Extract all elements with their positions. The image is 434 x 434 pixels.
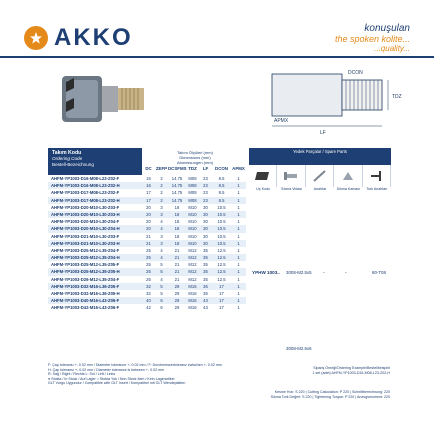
ordering-code: AHFM-YP1003-D25-M12-L35-Z04-H — [51, 255, 120, 261]
spare-label: Tork Anahtarı — [366, 187, 388, 191]
table-row — [142, 218, 246, 225]
torque-key-icon — [363, 165, 391, 187]
table-row — [48, 304, 142, 311]
cell-tdz: M10 — [188, 219, 197, 225]
cell-apmx: 1 — [237, 190, 240, 196]
ordering-code: AHFM-YP1003-D21-M10-L30-Z03-H — [51, 240, 120, 246]
cell-tdz: M08 — [188, 190, 197, 196]
cell-zefp: 2 — [160, 190, 163, 196]
dimensions-header: Takım Ölçüleri (mm) Dimensions (mm) Abmessungen (mm) — [176, 150, 213, 165]
table-row — [48, 233, 142, 240]
ordering-code: AHFM-YP1003-D26-M12-L35-Z04-F — [51, 276, 120, 282]
cell-zefp: 3 — [160, 204, 163, 210]
cell-apmx: 1 — [237, 211, 240, 217]
cell-zefp: 2 — [160, 176, 163, 181]
cell-dc: 25 — [146, 262, 151, 268]
screw-code-b: 3008-M2.5x6 — [286, 346, 312, 351]
spare-parts-header: Yedek Parçalar / Spare Parts — [249, 148, 391, 165]
cell-dcon: 10.5 — [217, 240, 226, 246]
cell-dcsfms: 21 — [174, 262, 180, 268]
cell-dc: 20 — [146, 226, 151, 232]
cell-dcon: 10.5 — [217, 211, 226, 217]
insert-code: YPHW 1003.. — [252, 270, 280, 275]
cell-lf: 30 — [203, 233, 208, 239]
ordering-code: AHFM-YP1003-D32-M16-L36-Z05-H — [51, 291, 120, 296]
technical-drawing — [270, 64, 420, 149]
cell-dcsfms: 18 — [174, 211, 180, 217]
cell-dc: 25 — [146, 247, 151, 253]
cell-dcsfms: 18 — [174, 233, 180, 239]
cell-dcon: 12.5 — [217, 247, 226, 253]
cell-dcsfms: 29 — [174, 305, 180, 311]
column-label-dcon: DCON — [215, 166, 228, 171]
cell-dc: 21 — [146, 240, 151, 246]
cell-dcon: 10.5 — [217, 219, 226, 225]
cell-dcsfms: 29 — [174, 291, 180, 296]
cell-apmx: 1 — [237, 291, 240, 296]
table-row — [48, 283, 142, 290]
table-row — [48, 254, 142, 261]
cell-zefp: 4 — [160, 247, 163, 253]
cell-dc: 25 — [146, 255, 151, 261]
cell-lf: 23 — [203, 183, 208, 189]
cell-dcon: 8.5 — [218, 197, 225, 203]
cell-zefp: 3 — [160, 233, 163, 239]
table-row — [142, 197, 246, 204]
cell-dcsfms: 14.75 — [171, 176, 183, 181]
table-row — [142, 276, 246, 283]
cell-lf: 43 — [203, 305, 208, 311]
cell-zefp: 5 — [160, 262, 163, 268]
ordering-code: AHFM-YP1003-D20-M10-L30-Z03-F — [51, 204, 120, 210]
table-row — [142, 182, 246, 189]
ordering-code: AHFM-YP1003-D25-M12-L35-Z05-F — [51, 262, 120, 268]
cell-tdz: M12 — [188, 255, 197, 261]
cell-apmx: 1 — [237, 269, 240, 275]
table-row — [48, 225, 142, 232]
ordering-code: AHFM-YP1003-D40-M16-L43-Z06-F — [51, 298, 120, 304]
cell-zefp: 3 — [160, 240, 163, 246]
table-row — [48, 276, 142, 283]
cell-apmx: 1 — [237, 276, 240, 282]
cell-dcsfms: 14.75 — [171, 197, 183, 203]
cell-dcsfms: 18 — [174, 240, 180, 246]
cell-zefp: 5 — [160, 291, 163, 296]
cutting-info: Kesme Hızı: S 220 | Cutting Calculation: P 220 | Schnittberechnung: 220 Sıkma Tork Değeri: S 220 | Tightening Torque: P 220 | Anzugsmoment: 220 — [270, 390, 390, 399]
cell-dcsfms: 21 — [174, 276, 180, 282]
cell-tdz: M16 — [188, 283, 197, 289]
ordering-example: Sipariş Örneği/Ordering Example/Bestellbeispiel 1 set (adet) AHFM-YP1003-D16-M08-L23-Z02-H — [312, 366, 390, 375]
cell-dcon: 8.5 — [218, 183, 225, 189]
header-rule — [0, 56, 434, 58]
cell-dc: 16 — [146, 176, 151, 181]
cell-lf: 23 — [203, 197, 208, 203]
akko-logo — [24, 26, 133, 50]
ordering-code: AHFM-YP1003-D25-M12-L35-Z05-H — [51, 269, 120, 275]
cell-dcon: 17 — [219, 298, 224, 304]
cell-apmx: 1 — [237, 176, 240, 181]
cell-dc: 25 — [146, 269, 151, 275]
cell-dc: 20 — [146, 211, 151, 217]
cell-lf: 30 — [203, 219, 208, 225]
table-row — [48, 175, 142, 182]
column-label-tdz: TDZ — [188, 166, 197, 171]
wedge-none: - — [323, 270, 325, 276]
cell-tdz: M16 — [188, 291, 197, 296]
ordering-code: AHFM-YP1003-D17-M08-L23-Z02-F — [51, 190, 120, 196]
svg-text:TDZ: TDZ — [392, 94, 402, 100]
cell-apmx: 1 — [237, 298, 240, 304]
cell-dc: 20 — [146, 219, 151, 225]
brand-name: AKKO — [54, 24, 133, 51]
table-row — [142, 189, 246, 196]
cell-dcon: 17 — [219, 305, 224, 311]
cell-lf: 35 — [203, 247, 208, 253]
cell-dcon: 17 — [219, 283, 224, 289]
cell-zefp: 6 — [160, 298, 163, 304]
ordering-code: AHFM-YP1003-D16-M08-L23-Z02-H — [51, 183, 120, 189]
screw-code-a: 3008-M2.5x5 — [286, 270, 312, 275]
cell-dcon: 10.5 — [217, 204, 226, 210]
table-row — [142, 247, 246, 254]
cell-zefp: 4 — [160, 219, 163, 225]
ordering-code: AHFM-YP1003-D20-M10-L30-Z04-H — [51, 226, 120, 232]
screw-icon — [277, 165, 305, 187]
cell-dc: 26 — [146, 276, 151, 282]
slogan: konuşulan the spoken kolite... ...quality... — [334, 23, 410, 53]
cell-zefp: 5 — [160, 269, 163, 275]
ordering-code: AHFM-YP1003-D20-M10-L30-Z03-H — [51, 211, 120, 217]
key-icon — [306, 165, 334, 187]
svg-text:APMX: APMX — [274, 118, 289, 124]
cell-apmx: 1 — [237, 305, 240, 311]
cell-zefp: 4 — [160, 276, 163, 282]
ordering-code: AHFM-YP1003-D42-M16-L43-Z06-F — [51, 305, 120, 311]
key-none: - — [345, 270, 347, 276]
spare-label: Sıkma Kaması — [336, 187, 361, 191]
table-row — [48, 204, 142, 211]
cell-dcsfms: 18 — [174, 226, 180, 232]
table-row — [142, 225, 246, 232]
table-row — [142, 304, 246, 311]
cell-apmx: 1 — [237, 240, 240, 246]
table-row — [48, 240, 142, 247]
cell-lf: 35 — [203, 276, 208, 282]
cell-dc: 32 — [146, 291, 151, 296]
cell-dcon: 17 — [219, 291, 224, 296]
cell-apmx: 1 — [237, 197, 240, 203]
table-row — [48, 218, 142, 225]
cell-dc: 21 — [146, 233, 151, 239]
cell-dc: 17 — [146, 197, 151, 203]
cell-tdz: M10 — [188, 204, 197, 210]
cell-dcsfms: 14.75 — [171, 190, 183, 196]
cell-dcon: 12.5 — [217, 255, 226, 261]
cell-tdz: M08 — [188, 183, 197, 189]
cell-dcsfms: 18 — [174, 219, 180, 225]
cell-apmx: 1 — [237, 204, 240, 210]
cell-apmx: 1 — [237, 262, 240, 268]
cell-dcon: 12.5 — [217, 276, 226, 282]
cell-dcon: 12.5 — [217, 269, 226, 275]
cell-dcon: 10.5 — [217, 226, 226, 232]
cell-tdz: M12 — [188, 269, 197, 275]
table-row — [48, 182, 142, 189]
cell-dc: 40 — [146, 298, 151, 304]
cell-tdz: M10 — [188, 226, 197, 232]
cell-zefp: 4 — [160, 226, 163, 232]
cell-tdz: M16 — [188, 305, 197, 311]
table-row — [48, 189, 142, 196]
ordering-code: AHFM-YP1003-D25-M12-L35-Z04-F — [51, 247, 120, 253]
ordering-code-list — [48, 175, 142, 312]
dimension-column-labels — [142, 166, 246, 171]
table-row — [142, 211, 246, 218]
table-row — [142, 175, 246, 182]
cell-dc: 32 — [146, 283, 151, 289]
cell-lf: 23 — [203, 176, 208, 181]
cell-dcon: 12.5 — [217, 262, 226, 268]
cell-dc: 42 — [146, 305, 151, 311]
cell-zefp: 5 — [160, 283, 163, 289]
ordering-code: AHFM-YP1003-D17-M08-L23-Z02-H — [51, 197, 120, 203]
ordering-code: AHFM-YP1003-D21-M10-L30-Z03-F — [51, 233, 120, 239]
spare-label-insert: Uç Kodu — [256, 187, 271, 191]
cell-dcon: 8.5 — [218, 190, 225, 196]
cell-tdz: M08 — [188, 197, 197, 203]
svg-text:DCON: DCON — [348, 70, 363, 76]
cell-lf: 30 — [203, 240, 208, 246]
column-label-dcsfms: DCSFMS — [168, 166, 187, 171]
cell-lf: 30 — [203, 211, 208, 217]
torque-key-code: 80-T08 — [372, 270, 386, 275]
cell-dcon: 10.5 — [217, 233, 226, 239]
table-row — [142, 268, 246, 275]
cell-lf: 30 — [203, 226, 208, 232]
cell-dc: 20 — [146, 204, 151, 210]
cell-tdz: M16 — [188, 298, 197, 304]
table-row — [142, 240, 246, 247]
table-row — [48, 261, 142, 268]
cell-dcsfms: 29 — [174, 283, 180, 289]
cell-dcsfms: 21 — [174, 255, 180, 261]
cell-tdz: M12 — [188, 262, 197, 268]
cell-tdz: M10 — [188, 240, 197, 246]
cell-dcsfms: 18 — [174, 204, 180, 210]
column-label-lf: LF — [202, 166, 209, 171]
table-row — [48, 197, 142, 204]
cell-apmx: 1 — [237, 255, 240, 261]
cell-apmx: 1 — [237, 183, 240, 189]
cell-apmx: 1 — [237, 283, 240, 289]
wedge-icon — [334, 165, 362, 187]
cell-zefp: 6 — [160, 305, 163, 311]
cell-lf: 36 — [203, 291, 208, 296]
cell-zefp: 4 — [160, 255, 163, 261]
cell-tdz: M10 — [188, 211, 197, 217]
cell-dcsfms: 14.75 — [171, 183, 183, 189]
spare-label: Anahtar — [313, 187, 327, 191]
ordering-code: AHFM-YP1003-D16-M08-L23-Z02-F — [51, 176, 120, 181]
table-row — [142, 297, 246, 304]
cell-apmx: 1 — [237, 247, 240, 253]
cell-zefp: 2 — [160, 197, 163, 203]
dimension-values — [142, 175, 246, 312]
cell-zefp: 3 — [160, 211, 163, 217]
cell-dcon: 8.5 — [218, 176, 225, 181]
column-label-apmx: APMX — [232, 166, 245, 171]
cell-tdz: M12 — [188, 276, 197, 282]
cell-dc: 17 — [146, 190, 151, 196]
column-label-zefp: ZEFP — [155, 166, 168, 171]
cell-apmx: 1 — [237, 219, 240, 225]
table-row — [142, 283, 246, 290]
column-label-dc: DC — [145, 166, 152, 171]
cell-apmx: 1 — [237, 233, 240, 239]
ordering-code: AHFM-YP1003-D32-M16-L36-Z05-F — [51, 283, 120, 289]
table-row — [142, 233, 246, 240]
tool-image — [52, 68, 152, 138]
cell-lf: 36 — [203, 283, 208, 289]
svg-text:LF: LF — [320, 130, 326, 136]
cell-lf: 35 — [203, 255, 208, 261]
cell-tdz: M08 — [188, 176, 197, 181]
cell-dc: 16 — [146, 183, 151, 189]
table-row — [142, 254, 246, 261]
cell-apmx: 1 — [237, 226, 240, 232]
table-row — [142, 261, 246, 268]
cell-lf: 35 — [203, 262, 208, 268]
table-row — [142, 290, 246, 297]
cell-tdz: M12 — [188, 247, 197, 253]
spare-part-labels — [249, 187, 391, 191]
ordering-code: AHFM-YP1003-D20-M10-L30-Z04-F — [51, 219, 120, 225]
insert-icon — [249, 165, 277, 187]
cell-lf: 43 — [203, 298, 208, 304]
table-row — [48, 247, 142, 254]
ordering-code-header: Takım Kodu Ordering Code Bestell-Bezeichnung — [48, 148, 142, 175]
spare-label: Sıkma Vidası — [281, 187, 303, 191]
table-row — [48, 268, 142, 275]
cell-lf: 35 — [203, 269, 208, 275]
cell-lf: 23 — [203, 190, 208, 196]
cell-tdz: M10 — [188, 233, 197, 239]
table-row — [48, 211, 142, 218]
table-row — [48, 297, 142, 304]
cell-lf: 30 — [203, 204, 208, 210]
spare-parts-icons — [249, 165, 391, 187]
cell-dcsfms: 21 — [174, 269, 180, 275]
table-row — [142, 204, 246, 211]
cell-dcsfms: 21 — [174, 247, 180, 253]
star-icon — [24, 26, 48, 50]
cell-zefp: 2 — [160, 183, 163, 189]
cell-dcsfms: 29 — [174, 298, 180, 304]
table-row — [48, 290, 142, 297]
legend-notes: F: Çap toleransı +- 0.02 mm / Diameter tolerance +- 0.02 mm / F: Durchmessertoleranz zwischen +- 0.02 mm H: Çap toleransı +- 0.02 mm / Diameter tolerance is between +- 0.02 mm R: Sağ / Right / Rechts L: Sol / Left / Links ● Stokta / In Stock / Auf Lager ○ Stokta Yok / Non Stock Item / Kein Lagerartikel GLT Vurgu Uygundur / Compatible with GLT Insert / Kompatibel mit GLT Wendeplatten — [48, 363, 222, 385]
